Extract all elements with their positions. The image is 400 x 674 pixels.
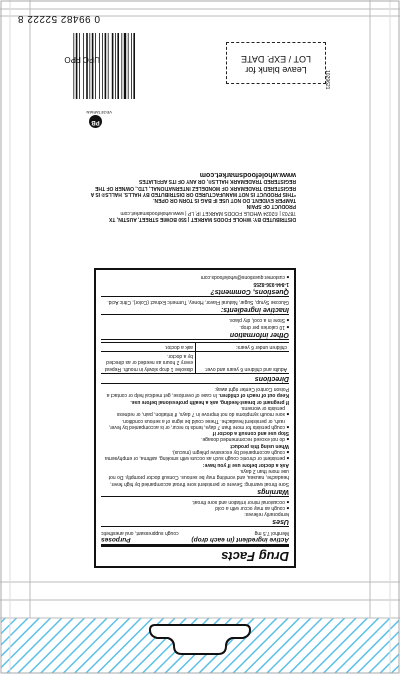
barcode-bar — [112, 33, 114, 99]
barcode-bar — [86, 33, 88, 99]
barcode-bar — [117, 33, 119, 99]
active-ingredient-header — [101, 536, 289, 542]
uses-item: ■ cough as may occur with a cold — [101, 505, 289, 511]
directions-head: Directions — [101, 374, 289, 384]
directions-who: Adults and children 6 years and over: — [195, 351, 289, 373]
lot-line2: LOT / EXP. DATE — [240, 54, 312, 64]
brand-logo-icon: PB — [89, 115, 102, 128]
directions-who: children under 6 years: — [195, 342, 289, 351]
barcode-bar — [105, 33, 107, 99]
vegetarian-label: VEGETARIAN — [86, 110, 112, 115]
other-info-item: ■ Store in a cool, dry place. — [101, 317, 289, 323]
barcode-bar — [121, 33, 122, 99]
stop-use-item: ■ sore mouth symptoms do not improve in 7 days, if irritation, pain, or redness persists or worsens. — [101, 405, 289, 418]
drug-facts-panel — [94, 268, 296, 568]
tamper-notice: TAMPER EVIDENT. DO NOT USE IF BAG IS TORN OR OPEN. — [153, 197, 296, 204]
directions-what: dissolve 1 drop slowly in mouth. Repeat every 2 hours as needed or as directed by a doctor. — [101, 351, 195, 373]
when-using-head: When using this product — [230, 442, 289, 449]
barcode-bar — [128, 33, 129, 99]
barcode-bar — [76, 33, 78, 99]
website: www.wholefoodsmarket.com — [199, 170, 296, 178]
barcode-bar — [124, 33, 126, 99]
barcode-bar — [73, 33, 74, 99]
active-ingredient: Menthol 7.5 mg — [254, 529, 289, 536]
uses-head: Uses — [101, 517, 289, 527]
questions-contact — [101, 280, 289, 286]
phone-number: 1-844-936-8255 — [253, 280, 289, 287]
barcode-bar — [102, 33, 103, 99]
barcode-bar — [79, 33, 80, 99]
uses-intro: temporarily relieves: — [244, 511, 289, 518]
questions-head: Questions, Comments? — [101, 287, 289, 297]
warnings-head: Warnings — [101, 487, 289, 497]
uses-item: ■ occasional minor irritation and sore throat. — [101, 499, 289, 505]
barcode-bar — [83, 33, 84, 99]
trademark-notice: *THIS PRODUCT IS NOT MANUFACTURED OR DISTRIBUTED BY HALLS. HALLS® IS A REGISTERED TRADEMARK OF MONDELEZ INTERNATIONAL, LTD., OWNER OF THE REGISTERED TRADEMARK HALLS®, OR ANY OF ITS AFFILIATES — [90, 178, 296, 197]
origin: PRODUCT OF SPAIN — [246, 203, 296, 210]
ask-doctor-item: ■ persistent or chronic cough such as occurs with smoking, asthma, or emphysema — [101, 455, 289, 461]
distributor-line1: DISTRIBUTED BY: WHOLE FOODS MARKET | 550 BOWIE STREET, AUSTIN, TX — [109, 216, 296, 222]
when-using-item: ■ do not exceed recommended dosage. — [101, 436, 289, 442]
ask-doctor-head: Ask a doctor before use if you have: — [202, 461, 289, 468]
ask-doctor-item: ■ cough accompanied by excessive phlegm (mucus). — [101, 449, 289, 455]
keep-out-overdose — [101, 386, 289, 399]
drug-facts-title: Drug Facts — [101, 544, 289, 563]
distributor-line2: 78703 | ©2024 WHOLE FOODS MARKET IP, LP | www.wholefoodsmarket.com — [120, 209, 296, 216]
purposes-head: Purposes — [101, 536, 131, 543]
lot-exp-box — [226, 42, 326, 84]
upc-number: 0 99482 52222 8 — [17, 13, 100, 24]
active-ingredient-head: Active ingredient (in each drop) — [191, 536, 289, 543]
barcode-bar — [89, 33, 90, 99]
inactive-head: Inactive ingredients: — [101, 305, 289, 315]
barcode-bar — [115, 33, 116, 99]
barcode — [68, 25, 138, 103]
barcode-bar — [133, 33, 135, 99]
email-address: ■ customer.questions@wholefoods.com — [101, 274, 289, 280]
barcode-bar — [95, 33, 96, 99]
other-info-head: Other information — [101, 330, 289, 340]
sore-throat-warning: Sore throat warning: Severe or persistent sore throat accompanied by high fever, headache, nausea, and vomiting may be serious. Consult doctor promptly. Do not use more than 2 days. — [108, 467, 289, 487]
inactive-ingredients: Glucose Syrup, Sugar, Natural Flavor, Honey, Turmeric Extract (Color), Citric Acid. — [107, 298, 289, 305]
directions-table — [101, 342, 289, 374]
keep-out-warning: Keep out of reach of children. — [218, 392, 289, 399]
overdose-text: In case of overdose, get medical help or contact a Poison Control Center right away. — [106, 386, 289, 399]
stop-use-head: Stop use and consult a doctor if — [212, 430, 289, 437]
barcode-bar — [108, 33, 109, 99]
print-code: 1029621 — [324, 70, 330, 90]
barcode-bar — [131, 33, 132, 99]
directions-what: ask a doctor. — [101, 342, 195, 351]
pregnant-warning: If pregnant or breast-feeding, ask a health professional before use. — [130, 398, 289, 405]
barcode-bar — [92, 33, 94, 99]
lot-line1: Leave blank for — [245, 65, 307, 75]
barcode-bar — [99, 33, 100, 99]
stop-use-item: ■ cough persists for more than 7 days, tends to recur, or is accompanied by fever, rash, or persistent headache. These could be signs of a serious condition. — [101, 417, 289, 430]
distributor-block — [86, 171, 296, 222]
purpose: cough suppressant, oral anesthetic — [101, 529, 179, 536]
upc-label: UPC FPO — [64, 55, 100, 64]
other-info-item: ■ 10 calories per drop. — [101, 323, 289, 329]
